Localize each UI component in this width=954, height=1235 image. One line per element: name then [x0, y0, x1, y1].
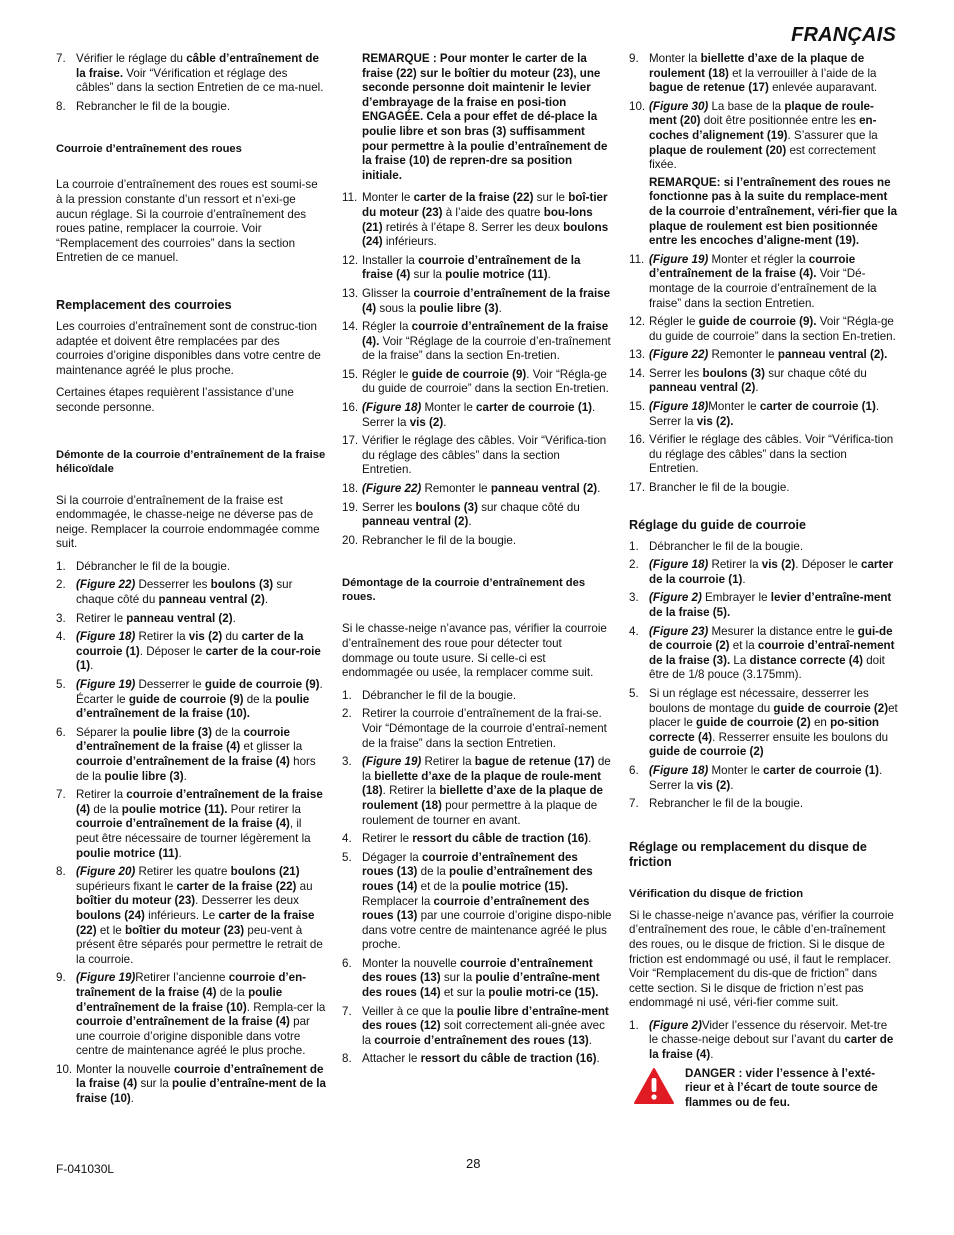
list-item: [342, 320, 612, 364]
list-item-number: 19.: [342, 500, 359, 514]
list-item-text: Si un réglage est nécessaire, desserrer les boulons de montage du guide de courroie (2)et placer le guide de courroie (2) en po-sition correcte (4). Resserrer ensuite les boulons du guide de courroie (2): [649, 686, 898, 759]
column-3: [629, 52, 899, 1110]
section-heading-friction-disc: Réglage ou remplacement du disque de friction: [629, 839, 867, 869]
list-item-number: 6.: [56, 725, 66, 739]
section-heading-wheel-belt-removal: Démontage de la courroie d’entraînement des roues.: [342, 577, 586, 604]
list-item-text: Débrancher le fil de la bougie.: [76, 559, 231, 573]
replace-paragraph-2: Certaines étapes requièrent l’assistance d’une seconde personne.: [56, 386, 294, 414]
list-item-text: Retirer le ressort du câble de traction (16).: [362, 832, 592, 846]
list-item-number: 4.: [629, 624, 639, 638]
list-item-text: Régler le guide de courroie (9). Voir “Régla-ge du guide de courroie” dans la section En-tretien.: [649, 315, 896, 343]
subheading-friction-check: Vérification du disque de friction: [629, 887, 804, 900]
list-item: [56, 100, 326, 115]
list-item-text: Installer la courroie d’entraînement de la fraise (4) sur la poulie motrice (11).: [362, 253, 581, 282]
list-item-number: 12.: [342, 253, 359, 267]
list-item: [629, 481, 899, 496]
list-item: [342, 707, 612, 751]
list-item: [342, 755, 612, 828]
list-item: [629, 764, 899, 793]
list-item: [629, 433, 899, 477]
list-item-text: (Figure 22) Desserrer les boulons (3) sur chaque côté du panneau ventral (2).: [76, 578, 293, 607]
auger-belt-paragraph: Si la courroie d’entraînement de la fraise est endommagée, le chasse-neige ne déverse pas de neige. Remplacer la courroie endommagée comme suit.: [56, 493, 320, 551]
list-item-text: Vérifier le réglage des câbles. Voir “Vérifica-tion du réglage des câbles” dans la section Entretien.: [362, 434, 607, 477]
list-item-text: (Figure 2) Embrayer le levier d’entraîne-ment de la fraise (5).: [649, 591, 892, 619]
wheel-steps-list: [342, 689, 612, 1067]
list-item: [629, 348, 899, 363]
list-item-number: 1.: [56, 559, 66, 573]
list-item-text: Vérifier le réglage des câbles. Voir “Vérifica-tion du réglage des câbles” dans la section Entretien.: [649, 433, 894, 476]
list-item-number: 5.: [56, 678, 66, 692]
list-item-number: 16.: [629, 433, 646, 447]
list-item-text: (Figure 18)Monter le carter de courroie (1). Serrer la vis (2).: [649, 400, 880, 428]
list-item: [629, 400, 899, 429]
list-item-text: (Figure 19) Retirer la bague de retenue (17) de la biellette d’axe de la plaque de roule-ment (18). Retirer la biellette d’axe de la plaque de roulement (18) pour permettre à la plaque de roulement de tourner en avant.: [362, 755, 611, 827]
list-item-text: (Figure 22) Remonter le panneau ventral (2).: [649, 348, 888, 362]
list-item-number: 7.: [342, 1004, 352, 1018]
list-item-text: Serrer les boulons (3) sur chaque côté du panneau ventral (2).: [362, 500, 580, 529]
danger-notice: [629, 1067, 899, 1111]
list-item-text: (Figure 18) Monter le carter de courroie (1). Serrer la vis (2).: [649, 763, 883, 792]
list-item-number: 17.: [629, 481, 646, 495]
list-item-number: 15.: [342, 367, 359, 381]
list-item-number: 2.: [56, 578, 66, 592]
list-item: [56, 971, 326, 1059]
page-number: 28: [466, 1156, 481, 1171]
list-item-number: 9.: [629, 52, 639, 65]
list-item-text: Retirer la courroie d’entraînement de la frai-se. Voir “Démontage de la courroie d’entraî-nement de la fraise” dans la section Entretien.: [362, 707, 607, 750]
list-item-number: 4.: [342, 832, 352, 846]
list-item-text: (Figure 18) Retirer la vis (2) du carter de la courroie (1). Déposer le carter de la cour-roie (1).: [76, 630, 321, 673]
list-item: [56, 578, 326, 607]
list-item-text: Régler le guide de courroie (9). Voir “Régla-ge du guide de courroie” dans la section En-tretien.: [362, 367, 609, 396]
list-item-text: Serrer les boulons (3) sur chaque côté du panneau ventral (2).: [649, 366, 867, 395]
list-item-text: Débrancher le fil de la bougie.: [649, 539, 804, 553]
section-heading-wheels-belt: Courroie d’entraînement des roues: [56, 143, 242, 156]
list-top: [56, 52, 326, 114]
list-item: [342, 287, 612, 316]
list-item: [342, 434, 612, 478]
column-1: [56, 52, 326, 1111]
list-item: [56, 560, 326, 575]
list-item-number: 2.: [629, 558, 639, 572]
list-item-number: 3.: [629, 591, 639, 605]
list-item-text: (Figure 23) Mesurer la distance entre le gui-de de courroie (2) et la courroie d’entraî-nement de la fraise (3). La distance correcte (4) doit être de 1/8 pouce (3.175mm).: [649, 624, 895, 682]
list-item-text: Vérifier le réglage du câble d’entraînement de la fraise. Voir “Vérification et réglage des câbles” dans la section Entretien de ce ma-nuel.: [76, 52, 324, 95]
list-item: [56, 726, 326, 784]
language-heading: FRANÇAIS: [791, 24, 896, 46]
list-item: [629, 367, 899, 396]
list-item-text: (Figure 30) La base de la plaque de roule-ment (20) doit être positionnée entre les en-coches d’alignement (19). S’assurer que la plaque de roulement (20) est correctement fixée.: [649, 99, 878, 172]
list-item-text: (Figure 19) Desserrer le guide de courroie (9). Écarter le guide de courroie (9) de la poulie d’entraînement de la fraise (10).: [76, 678, 323, 721]
note-auger-housing: REMARQUE : Pour monter le carter de la fraise (22) sur le boîtier du moteur (23), une seconde personne doit maintenir le levier d’embrayage de la fraise en posi-tion ENGAGÉE. Cela a pour effet de dé-place la poulie libre et son bras (3) suffisamment pour permettre à la poulie d’entraînement de la fraise (10) de repren-dre sa position initiale.: [362, 52, 608, 182]
list-item: [342, 401, 612, 430]
list-item: [56, 865, 326, 967]
list-item: [629, 797, 899, 812]
document-code: F-041030L: [56, 1162, 115, 1176]
list-item-number: 2.: [342, 707, 352, 721]
list-item-text: (Figure 2)Vider l’essence du réservoir. Met-tre le chasse-neige debout sur l’avant du carter de la fraise (4).: [649, 1018, 894, 1062]
danger-text: DANGER : vider l’essence à l’exté-rieur et à l’écart de toute source de flammes ou de feu.: [685, 1066, 878, 1109]
list-item: [342, 957, 612, 1001]
warning-triangle-icon: [633, 1067, 675, 1105]
list-item: [56, 52, 326, 96]
list-item-number: 17.: [342, 434, 359, 448]
list-item-text: Glisser la courroie d’entraînement de la fraise (4) sous la poulie libre (3).: [362, 286, 611, 315]
list-item-number: 5.: [629, 686, 639, 700]
list-item: [342, 482, 612, 497]
list-item-number: 10.: [56, 1062, 73, 1076]
list-item: [56, 678, 326, 722]
list-item-text: (Figure 19) Monter et régler la courroie d’entraînement de la fraise (4). Voir “Dé-montage de la courroie d’entraînement de la fraise” dans la section Entretien.: [649, 252, 877, 310]
list-item-text: Séparer la poulie libre (3) de la courroie d’entraînement de la fraise (4) et glisser la courroie d’entraînement de la fraise (4) hors de la poulie libre (3).: [76, 725, 316, 783]
list-item-text: (Figure 18) Monter le carter de courroie (1). Serrer la vis (2).: [362, 401, 596, 429]
list-item: [629, 558, 899, 587]
list-item-text: Régler la courroie d’entraînement de la fraise (4). Voir “Réglage de la courroie d’en-traînement de la fraise” dans la section En-tretien.: [362, 320, 611, 363]
list-item: [56, 630, 326, 674]
list-item-number: 18.: [342, 482, 359, 496]
list-item-text: (Figure 18) Retirer la vis (2). Déposer le carter de la courroie (1).: [649, 558, 894, 586]
auger-steps-list: [56, 560, 326, 1107]
list-item: [629, 540, 899, 555]
list-item: [629, 52, 899, 96]
list-item: [342, 689, 612, 704]
list-item-number: 3.: [56, 611, 66, 625]
list-item-text: Monter la biellette d’axe de la plaque de roulement (18) et la verrouiller à l’aide de la bague de retenue (17) enlevée auparavant.: [649, 52, 878, 95]
list-item-number: 3.: [342, 755, 352, 769]
section-heading-belt-replacement: Remplacement des courroies: [56, 297, 232, 312]
list-item-number: 9.: [56, 971, 66, 985]
list-item-number: 1.: [342, 688, 352, 702]
list-item-text: Rebrancher le fil de la bougie.: [362, 533, 517, 547]
list-item: [342, 501, 612, 530]
list-item: [629, 253, 899, 311]
column-2: [342, 52, 612, 1071]
list-item-number: 16.: [342, 401, 359, 415]
list-item-number: 20.: [342, 533, 359, 547]
list-item-number: 14.: [629, 366, 646, 380]
list-item: [629, 1019, 899, 1063]
list-item-text: Brancher le fil de la bougie.: [649, 481, 790, 495]
list-item-text: (Figure 20) Retirer les quatre boulons (21) supérieurs fixant le carter de la fraise (22) au boîtier du moteur (23). Desserrer les deux boulons (24) inférieurs. Le carter de la fraise (22) et le boîtier du moteur (23) peu-vent à présent être séparés pour permettre le retrait de la courroie.: [76, 865, 323, 966]
list-item: [342, 254, 612, 283]
list-item-text: Rebrancher le fil de la bougie.: [649, 797, 804, 811]
wheel-belt-paragraph: Si le chasse-neige n’avance pas, vérifier la courroie d’entraînement des roue pour détecter tout dommage ou toute usure. Si celle-ci est endommagée ou usée, la remplacer comme suit.: [342, 622, 607, 680]
list-item-number: 1.: [629, 1018, 639, 1032]
list-item-number: 11.: [342, 191, 358, 205]
list-item-number: 6.: [342, 956, 352, 970]
list-item-number: 7.: [629, 797, 639, 811]
friction-paragraph: Si le chasse-neige n’avance pas, vérifier la courroie d’entraînement des roue, le câble d’en-traînement des roues, ou le disque de friction. Si le disque de friction est endommagé ou usé, il faut le remplacer. Voir “Remplacement du dis-que de friction” dans cette section. Si le disque de friction n’est pas endommagé ni usé, véri-fier comme suit.: [629, 908, 894, 1010]
list-item: [56, 788, 326, 861]
list-item-text: Monter la nouvelle courroie d’entraînement des roues (13) sur la poulie d’entraîne-ment des roues (14) et sur la poulie motri-ce (15).: [362, 956, 600, 1000]
list-item: [342, 1052, 612, 1067]
list-item: [629, 100, 899, 249]
list-item-text: Monter la nouvelle courroie d’entraînement de la fraise (4) sur la poulie d’entraîne-ment de la fraise (10).: [76, 1062, 326, 1106]
steps-list-11-20: [342, 191, 612, 548]
list-item-number: 13.: [629, 348, 646, 362]
list-item-number: 7.: [56, 52, 66, 65]
list-item: [56, 612, 326, 627]
list-item-text: Monter le carter de la fraise (22) sur le boî-tier du moteur (23) à l’aide des quatre bou-lons (21) retirés à l’étape 8. Serrer les deux boulons (24) inférieurs.: [362, 191, 609, 249]
list-item-number: 11.: [629, 252, 645, 266]
section-heading-auger-belt: Démonte de la courroie d’entraînement de la fraise hélicoïdale: [56, 448, 326, 475]
wheels-belt-paragraph: La courroie d’entraînement des roues est soumi-se à la pression constante d’un ressort et n’exi-ge aucun réglage. Si la courroie d’entraînement des roues patine, remplacer la courroie. Voir “Remplacement des courroies” dans la section Entretien de ce manuel.: [56, 178, 318, 265]
list-item: [342, 851, 612, 953]
list-item-text: Retirer le panneau ventral (2).: [76, 611, 236, 625]
list-item: [342, 1005, 612, 1049]
list-item-number: 6.: [629, 763, 639, 777]
list-item-number: 12.: [629, 315, 646, 329]
list-item: [629, 591, 899, 620]
list-item: [342, 368, 612, 397]
friction-steps-list: [629, 1019, 899, 1063]
list-item-number: 7.: [56, 788, 66, 802]
list-item-number: 8.: [56, 99, 66, 113]
list-item: [629, 687, 899, 760]
replace-paragraph-1: Les courroies d’entraînement sont de construc-tion adaptée et doivent être remplacées par des courroies d’origine disponibles dans votre centre de maintenance agréé le plus proche.: [56, 319, 321, 377]
list-item-text: Débrancher le fil de la bougie.: [362, 688, 517, 702]
list-item-text: (Figure 22) Remonter le panneau ventral (2).: [362, 482, 601, 496]
list-item-number: 8.: [56, 865, 66, 879]
list-item: [342, 832, 612, 847]
steps-list-9-17: [629, 52, 899, 496]
list-item: [342, 191, 612, 249]
list-item-number: 4.: [56, 630, 66, 644]
list-item-number: 14.: [342, 320, 359, 334]
list-item-number: 13.: [342, 286, 359, 300]
list-item-text: Retirer la courroie d’entraînement de la fraise (4) de la poulie motrice (11). Pour retirer la courroie d’entraînement de la fraise (4), il peut être nécessaire de tourner légèrement la poulie motrice (11).: [76, 788, 323, 860]
list-item: [342, 534, 612, 549]
list-item-text: Attacher le ressort du câble de traction (16).: [362, 1052, 600, 1066]
list-item-text: Dégager la courroie d’entraînement des roues (13) de la poulie d’entraînement des roues (14) et de la poulie motrice (15). Remplacer la courroie d’entraînement des roues (13) par une courroie d’origine dispo-nible dans votre centre de maintenance agréé le plus proche.: [362, 850, 612, 952]
list-item-number: 5.: [342, 850, 352, 864]
list-item-number: 10.: [629, 99, 646, 113]
list-item: [56, 1063, 326, 1107]
section-heading-belt-guide: Réglage du guide de courroie: [629, 517, 807, 532]
guide-steps-list: [629, 540, 899, 812]
list-item-number: 15.: [629, 400, 646, 414]
list-item-text: Rebrancher le fil de la bougie.: [76, 99, 231, 113]
list-item-number: 1.: [629, 539, 639, 553]
list-item-note: REMARQUE: si l’entraînement des roues ne fonctionne pas à la suite du remplace-ment de la courroie d’entraînement, véri-fier que la plaque de roulement est bien positionnée entre les encoches d’aligne-ment (19).: [649, 175, 898, 248]
list-item-text: (Figure 19)Retirer l’ancienne courroie d’en-traînement de la fraise (4) de la poulie d’entraînement de la fraise (10). Rempla-cer la courroie d’entraînement de la fraise (4) par une courroie d’origine disponible dans votre centre de maintenance agréé le plus proche.: [76, 971, 326, 1058]
list-item-text: Veiller à ce que la poulie libre d’entraîne-ment des roues (12) soit correctement ali-gnée avec la courroie d’entraînement des roues (13).: [362, 1004, 609, 1047]
list-item: [629, 625, 899, 683]
list-item-number: 8.: [342, 1052, 352, 1066]
list-item: [629, 315, 899, 344]
